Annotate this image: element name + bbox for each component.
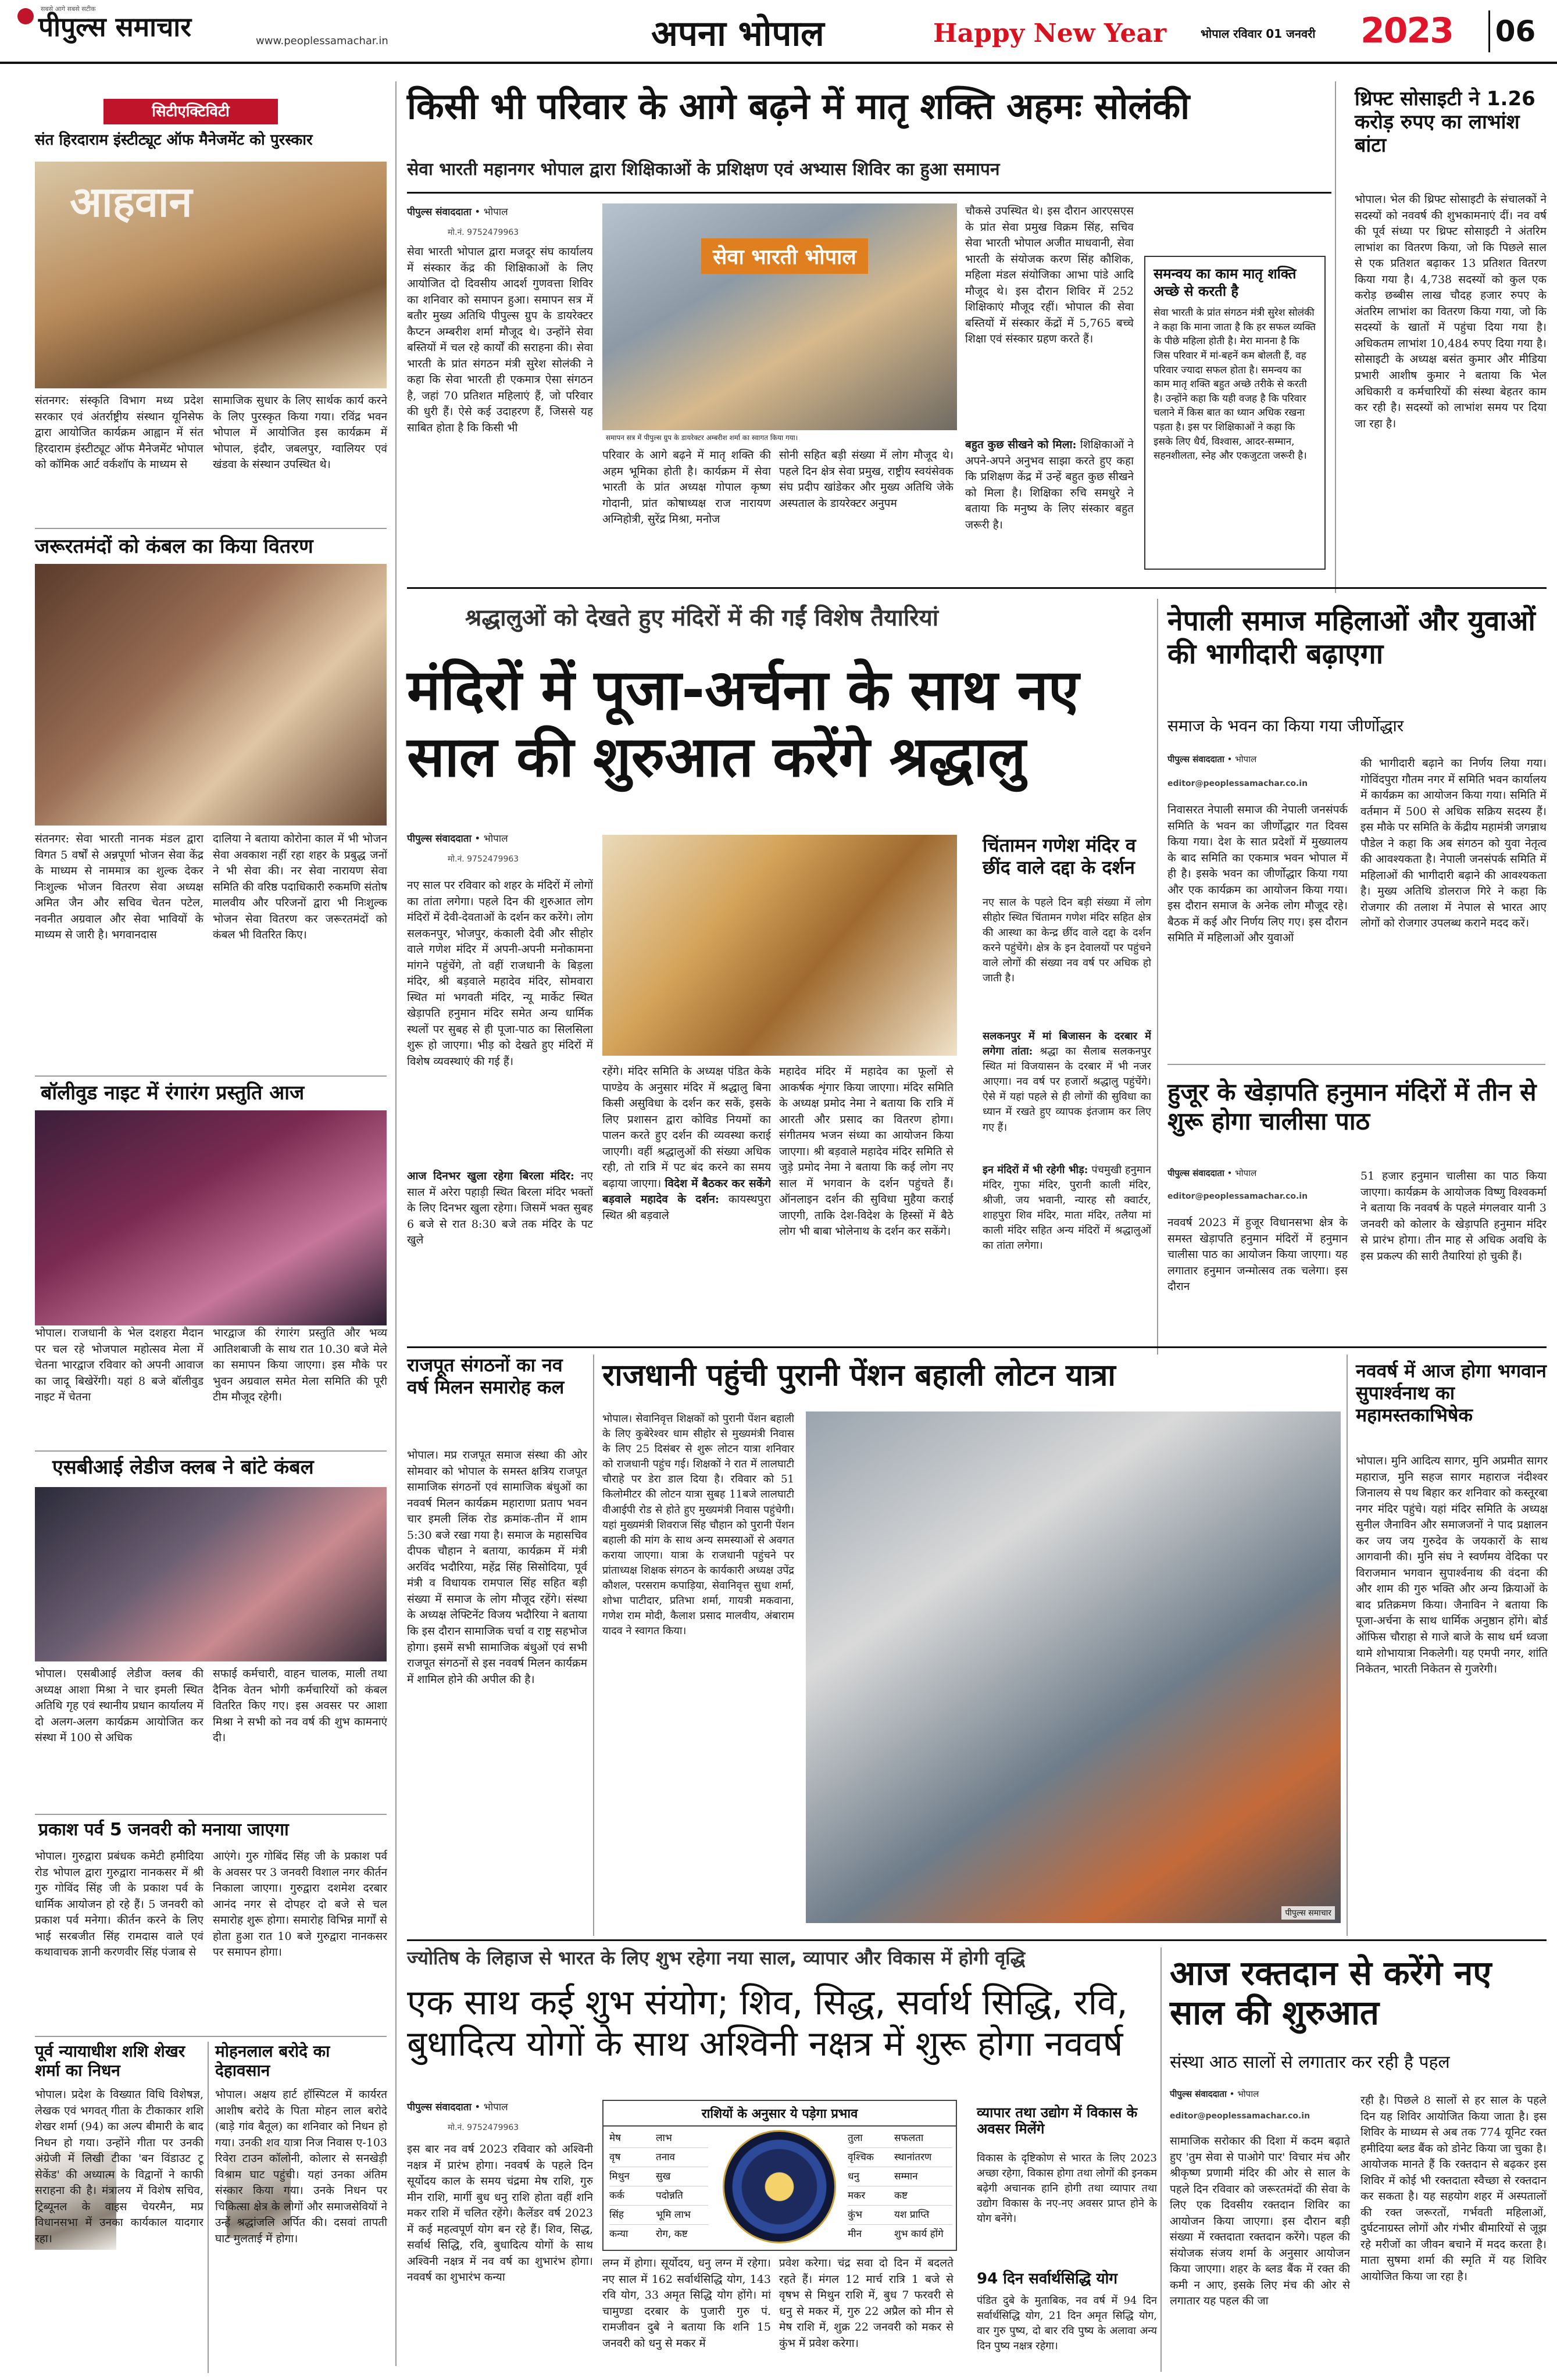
temple-sidebar-body: नए साल के पहले दिन बड़ी संख्या में लोग सीहोर स्थित चिंतामन गणेश मंदिर सहित क्षेत्र की आस्था का केन्द्र छींद वाले दद्दा के दर्शन करने पहुंचेंगे। क्षेत्र के इन देवालयों पर पहुंचने वाले लोगों की संख्या नव वर्ष पर अधिक हो जाती है।	[983, 896, 1151, 985]
left-story5-col1: भोपाल। गुरुद्वारा प्रबंधक कमेटी हमीदिया रोड भोपाल द्वारा गुरुद्वारा नानकसर में श्री गुरु गोविंद सिंह जी के प्रकाश पर्व के धार्मिक आयोजन हो रहे हैं। 5 जनवरी को प्रकाश पर्व मनेगा। कीर्तन करने के लिए भाई सरबजीत सिंह रामदास वाले एवं कथावाचक ज्ञानी करणवीर सिंह पंजाब से	[35, 1850, 203, 1959]
blood-col1: सामाजिक सरोकार की दिशा में कदम बढ़ाते हुए 'तुम सेवा से पाओगे पार' विचार मंच और श्रीकृष्ण प्रणामी मंदिर की ओर से साल के पहले दिन रविवार को जरूरतमंदों की सेवा के लिए एक दिवसीय रक्तदान शिविर का आयोजन किया जाएगा। इस दौरान बड़ी संख्या में रक्तदाता रक्तदान करेंगे। पहल की संयोजक संजय शर्मा के अनुसार आयोजन किया जाएगा। शहर के ब्लड बैंक में रक्त की कमी न आए, इसके लिए मंच की ओर से लगातार यह पहल की जा	[1170, 2135, 1350, 2308]
rashi-row	[609, 2186, 708, 2206]
masthead	[0, 0, 1557, 64]
jyotish-mobile: मो.नं. 9752479963	[448, 2123, 519, 2132]
byline-name: पीपुल्स संवाददाता	[1167, 754, 1224, 764]
temple-col3: महादेव मंदिर में महादेव का फूलों से आकर्षक शृंगार किया जाएगा। मंदिर समिति के अध्यक्ष प्रमोद नेमा ने बताया कि रात्रि में आरती और प्रसाद का वितरण होगा। संगीतमय भजन संध्या का आयोजन किया जाएगा। श्री बड़वाले महादेव मंदिर समिति से जुड़े प्रमोद नेमा ने बताया कि कई लोग नए साल में भगवान के दर्शन पहुंचते हैं। ऑनलाइन दर्शन की सुविधा मुहैया कराई जाएगी, ताकि देश-विदेश के हिस्सों में बैठे लोग भी बाबा भोलेनाथ के दर्शन कर सकेंगे।	[779, 1065, 954, 1238]
temple-col1: नए साल पर रविवार को शहर के मंदिरों में लोगों का तांता लगेगा। पहले दिन की शुरुआत लोग मंदिरों में देवी-देवताओं के दर्शन कर करेंगे। लोग सलकनपुर, भोजपुर, कंकाली देवी और सीहोर वाले गणेश मंदिर में अपनी-अपनी मनोकामना मांगने पहुंचेंगे, तो वहीं राजधानी के बिड़ला मंदिर, श्री बड़वाले महादेव मंदिर, सोमवारा स्थित मां भगवती मंदिर, न्यू मार्केट स्थित खेड़ापति हनुमान मंदिर समेत अन्य धार्मिक स्थलों पर सुबह से ही पूजा-पाठ का सिलसिला शुरू हो जाएगा। भीड़ को देखते हुए मंदिरों में विशेष व्यवस्थाएं की गई हैं।	[407, 879, 593, 1069]
left-story4-photo	[35, 1487, 387, 1661]
jyotish-side-body: विकास के दृष्टिकोण से भारत के लिए 2023 अच्छा रहेगा, विकास होगा तथा लोगों की इनकम बढ़ेगी अचानक हानि होगी तथा व्यापार तथा उद्योग विकास के नए-नए अवसर प्राप्त होने के योग बनेंगे।	[977, 2152, 1157, 2225]
rashi-name: कन्या	[609, 2228, 628, 2240]
rashi-left-list	[609, 2129, 708, 2243]
rashi-effect: सुख	[656, 2171, 671, 2182]
divider	[407, 1346, 1547, 1348]
byline-city: भोपाल	[483, 206, 508, 218]
rashi-row	[609, 2206, 708, 2225]
temple-col2-text: रहेंगे। मंदिर समिति के अध्यक्ष पंडित केके पाण्डेय के अनुसार मंदिर में श्रद्धालु बिना किसी असुविधा के दर्शन कर सकें, इसके लिए प्रशासन द्वारा कोविड नियमों का पालन करते हुए दर्शन की व्यवस्था कराई जाएगी। वहीं श्रद्धालुओं की संख्या अधिक रही, तो रात्रि में पट बंद करने का समय बढ़ाया जाएगा।	[602, 1065, 771, 1190]
rashi-name: तुला	[848, 2132, 863, 2144]
hanuman-email: editor@peoplessamachar.co.in	[1167, 1192, 1308, 1201]
bhagwan-body: भोपाल। मुनि आदित्य सागर, मुनि अप्रमीत सागर महाराज, मुनि सहज सागर महाराज नंदीश्वर जिनालय से पथ बिहार कर शनिवार को कस्तूरबा नगर मंदिर पहुंचे। यहां मंदिर समिति के अध्यक्ष सुनील जैनाविन और समाजजनों ने पाद प्रक्षालन कर जय जय गुरुदेव के जयकारों के साथ आगवानी की। मुनि संघ ने स्वर्णमय वेदिका पर विराजमान भगवान सुपार्श्वनाथ की वंदना की और शाम की गुरु भक्ति और अन्य क्रियाओं के बाद प्रतिक्रमण किया। जैनाविन ने बताया कि पूजा-अर्चना के साथ धार्मिक अनुष्ठान होंगे। बोर्ड ऑफिस चौराहा से गाजे बाजे के साथ धर्म ध्वजा थामे शोभायात्रा निकलेगी। यह एमपी नगर, शांति निकेतन, भारती निकेतन से गुजरेगी।	[1356, 1455, 1548, 1676]
top-photo	[602, 203, 957, 430]
divider	[407, 192, 1331, 194]
zodiac-wheel-icon	[723, 2130, 836, 2243]
left-story1-col1: संतनगर: संस्कृति विभाग मध्य प्रदेश सरकार एवं अंतर्राष्ट्रीय संस्थान यूनिसेफ द्वारा आयोजित कार्यक्रम आह्वान में संत हिरदाराम इंस्टीट्यूट ऑफ मैनेजमेंट भोपाल को कॉमिक आर्ट वर्कशॉप के माध्यम से	[35, 394, 203, 471]
temple-sidebar-b-text: श्रद्धा का सैलाब सलकनपुर स्थित मां विजयासन के दरबार में भी नजर आएगा। नव वर्ष पर हजारों श्रद्धालु पहुंचेंगे। ऐसे में यहां पहले से ही लोगों की सुविधा का ध्यान में रखते हुए व्यापक इंतजाम कर लिए गए हैं।	[983, 1045, 1151, 1134]
left-story3-col2: भारद्वाज की रंगारंग प्रस्तुति और भव्य आतिशबाजी के साथ रात 10.30 बजे मेले का समापन किया जाएगा। इस मौके पर भुवन अग्रवाल समेत मेला समिति की पूरी टीम मौजूद रहेगी।	[213, 1327, 387, 1404]
divider	[407, 1939, 1547, 1941]
temple-sidebar-c-head: इन मंदिरों में भी रहेगी भीड़:	[983, 1164, 1088, 1176]
bhagwan-headline: नववर्ष में आज होगा भगवान सुपार्श्वनाथ का महामस्तकाभिषेक	[1356, 1360, 1547, 1426]
nepali-col2: की भागीदारी बढ़ाने का निर्णय लिया गया। गोविंदपुरा गौतम नगर में समिति भवन कार्यालय में कार्यक्रम का आयोजन किया गया। समिति में वर्तमान में 500 से अधिक सक्रिय सदस्य हैं। इस मौके पर समिति के केंद्रीय महामंत्री जगन्नाथ पौडेल ने कहा कि अब संगठन को युवा नेतृत्व की आवश्यकता है। नेपाली जनसंपर्क समिति में महिलाओं की भागीदारी बढ़ाने की आवश्यकता है। मुख्य अतिथि डोलराज गिरे ने कहा कि रोजगार की तलाश में नेपाल से भारत आए लोगों को रोजगार उपलब्ध कराने मदद करें।	[1360, 757, 1547, 930]
jyotish-yoga-headline: 94 दिन सर्वार्थसिद्धि योग	[977, 2270, 1117, 2288]
rashi-right-list	[848, 2129, 952, 2243]
logo-mark-icon	[17, 8, 34, 24]
rashi-row	[848, 2206, 952, 2225]
left-story1-headline: संत हिरदाराम इंस्टीट्यूट ऑफ मैनेजमेंट को पुरस्कार	[35, 131, 313, 149]
column-divider	[593, 1355, 594, 1936]
rashi-effect: सफलता	[894, 2132, 924, 2144]
rajput-body: भोपाल। मप्र राजपूत समाज संस्था की ओर सोमवार को भोपाल के समस्त क्षत्रिय राजपूत सामाजिक संगठनों एवं सामाजिक बंधुओं का नववर्ष मिलन कार्यक्रम महाराणा प्रताप भवन चार इमली लिंक रोड क्रमांक-तीन में शाम 5:30 बजे रखा गया है। समाज के महासचिव दीपक चौहान ने बताया, कार्यक्रम में मंत्री अरविंद भदौरिया, महेंद्र सिंह सिसोदिया, पूर्व मंत्री व विधायक रामपाल सिंह सहित बड़ी संख्या में समाज के लोग मौजूद रहेंगे। संस्था के अध्यक्ष लेफ्टिनेंट विजय भदौरिया ने बताया कि इस दौरान सामाजिक चर्चा व राष्ट्र सहभोज होगा। इसमें सभी सामाजिक बंधुओं एवं सभी राजपूत संगठनों से इस नववर्ष मिलन कार्यक्रम में शामिल होने की अपील की है।	[407, 1449, 587, 1686]
rashi-row	[848, 2225, 952, 2243]
byline-name: पीपुल्स संवाददाता	[1167, 1168, 1224, 1178]
rashi-name: वृष	[609, 2152, 621, 2163]
column-divider	[1347, 1355, 1348, 1936]
left-story7-body: भोपाल। अक्षय हार्ट हॉस्पिटल में कार्यरत आशीष बरोदे के पिता मोहन लाल बरोदे (बाड़े गांव बैतूल) का शनिवार को निधन हो गया। उनकी शव यात्रा निज निवास ए-103 रिवेरा टाउन कॉलोनी, कोलार से सनखेड़ी विश्राम घाट पहुंची। यहां उनका अंतिम संस्कार किया गया। उनके निधन पर चिकित्सा क्षेत्र के लोगों और समाजसेवियों ने उन्हें श्रद्धांजलि अर्पित की। दसवां तापती घाट मुलताई में होगा।	[215, 2088, 387, 2245]
rashi-effect: रोग, कष्ट	[656, 2228, 688, 2240]
nepali-byline: पीपुल्स संवाददाता • भोपाल	[1167, 754, 1257, 764]
year-badge: 2023	[1360, 10, 1453, 51]
top-col4: चौकसे उपस्थित थे। इस दौरान आरएसएस के प्रांत सेवा प्रमुख विक्रम सिंह, सचिव सेवा भारती भोपाल अजीत माधवानी, सेवा भारती के संयोजक करण सिंह कौशिक, महिला मंडल संयोजिका आभा पांडे आदि मौजूद थे। इस दौरान शिविर में 252 शिक्षिकाएं मौजूद रहीं। भोपाल की सेवा बस्तियों में संस्कार केंद्रों में 5,765 बच्चे शिक्षा एवं संस्कार ग्रहण करते हैं।	[965, 205, 1134, 346]
top-photo-caption: समापन सत्र में पीपुल्स ग्रुप के डायरेक्टर अम्बरीश शर्मा का स्वागत किया गया।	[602, 431, 957, 444]
nepali-headline: नेपाली समाज महिलाओं और युवाओं की भागीदारी बढ़ाएगा	[1167, 605, 1535, 670]
top-sidebar-box	[1144, 256, 1326, 570]
rashi-row	[848, 2129, 952, 2148]
rashi-row	[848, 2167, 952, 2186]
temple-col1b	[407, 1168, 593, 1296]
byline-city: भोपाल	[1237, 2089, 1259, 2099]
temple-byline: पीपुल्स संवाददाता • भोपाल	[407, 833, 508, 845]
temple-photo	[602, 835, 957, 1056]
jyotish-yoga-body: पंडित दुबे के मुताबिक, नव वर्ष में 94 दिन सर्वार्थसिद्धि योग, 21 दिन अमृत सिद्धि योग, वार गुरु पुष्य, दो बार रवि पुष्य के अलावा अन्य दिन पुष्य नक्षत्र रहेगा।	[977, 2295, 1157, 2353]
divider	[407, 587, 1547, 589]
left-story5-col2: आएंगे। गुरु गोबिंद सिंह जी के प्रकाश पर्व के अवसर पर 3 जनवरी विशाल नगर कीर्तन निकाला जाएगा। गुरुद्वारा दशमेश दरबार आनंद नगर से दोपहर दो बजे से चल समारोह शुरू होगा। समारोह विभिन्न मार्गों से होता हुआ रात 10 बजे गुरुद्वारा नानकसर पर समापन होगा।	[213, 1850, 387, 1959]
top-mobile: मो.नं. 9752479963	[448, 228, 519, 237]
temple-sidebar-b	[983, 1029, 1151, 1163]
rashi-effect: तनाव	[656, 2152, 675, 2163]
temple-mobile: मो.नं. 9752479963	[448, 855, 519, 864]
column-divider	[395, 81, 397, 2366]
jyotish-col1: इस बार नव वर्ष 2023 रविवार को अश्विनी नक्षत्र में प्रारंभ होगा। नववर्ष के पहले दिन सूर्योदय काल के समय चंद्रमा मेष राशि, गुरु मीन राशि, मार्गी बुध धनु राशि होता वहीं शनि मकर राशि में चलित रहेंगे। कैलेंडर वर्ष 2023 में कई महत्वपूर्ण योग बन रहे हैं। शिव, सिद्ध, सर्वार्थ सिद्धि, रवि, बुधादित्य योगों के साथ अश्विनी नक्षत्र में नव वर्ष का शुभारंभ होगा। नववर्ष का शुभारंभ कन्या	[407, 2143, 593, 2284]
rashi-name: सिंह	[609, 2209, 624, 2221]
left-story6-body: भोपाल। प्रदेश के विख्यात विधि विशेषज्ञ, लेखक एवं भगवत् गीता के टीकाकार शशि शेखर शर्मा (94) का अल्प बीमारी के बाद निधन हो गया। उन्होंने गीता पर उनकी अंग्रेजी में लिखी टीका 'बन विंडाउट टू सेकेंड' की अध्यात्म के विद्वानों ने काफी सराहना की है। मंत्रालय में विशेष सचिव, ट्रिब्यूनल के वाइस चेयरमैन, मप्र विधानसभा में उनका कार्यकाल यादगार रहा।	[35, 2088, 203, 2245]
divider	[35, 2036, 387, 2037]
left-story1-photo	[35, 162, 387, 388]
column-divider	[1157, 599, 1158, 1355]
rashi-row	[848, 2148, 952, 2167]
divider	[35, 1814, 387, 1815]
nepali-email: editor@peoplessamachar.co.in	[1167, 779, 1308, 788]
divider	[35, 528, 387, 529]
pension-photo	[806, 1411, 1341, 1923]
byline-name: पीपुल्स संवाददाता	[407, 2102, 472, 2113]
byline-city: भोपाल	[483, 2102, 508, 2113]
rashi-effect: लाभ	[656, 2132, 672, 2144]
byline-city: भोपाल	[1235, 1168, 1257, 1178]
photo-banner: सेवा भारती भोपाल	[701, 238, 868, 274]
rashi-effect: स्थानांतरण	[894, 2152, 932, 2163]
byline-city: भोपाल	[1235, 754, 1257, 764]
website-url: www.peoplessamachar.in	[256, 35, 388, 47]
rashi-name: वृश्चिक	[848, 2152, 874, 2163]
rashi-name: मिथुन	[609, 2171, 630, 2182]
top-col4b	[965, 437, 1134, 570]
nepali-col1: निवासरत नेपाली समाज की नेपाली जनसंपर्क समिति के भवन का जीर्णोद्धार गत दिवस किया गया। देश के सात प्रदेशों में मुख्यालय के बाद समिति का एकमात्र भवन भोपाल में ही है। इसके भवन का जीर्णोद्धार किया गया और एक कार्यक्रम का आयोजन किया गया। इस दौरान समाज के अनेक लोग मौजूद रहे। बैठक में कई और निर्णय लिए गए। इस दौरान समिति में महिलाओं और युवाओं	[1167, 803, 1348, 945]
rashi-table	[602, 2100, 957, 2251]
hanuman-headline: हुजूर के खेड़ापति हनुमान मंदिरों में तीन से शुरू होगा चालीसा पाठ	[1167, 1078, 1537, 1135]
rashi-name: मीन	[848, 2228, 862, 2240]
nepali-subheadline: समाज के भवन का किया गया जीर्णोद्धार	[1167, 716, 1404, 735]
rashi-row	[609, 2225, 708, 2243]
temple-headline: मंदिरों में पूजा-अर्चना के साथ नए साल की शुरुआत करेंगे श्रद्धालु	[407, 657, 1080, 790]
temple-col2b-text: कायस्थपुरा स्थित श्री बड़वाले	[602, 1193, 771, 1222]
left-story4-col1: भोपाल। एसबीआई लेडीज क्लब की अध्यक्ष आशा मिश्रा ने चार इमली स्थित अतिथि गृह एवं स्थानीय प्रधान कार्यालय में दो अलग-अलग कार्यक्रम आयोजित कर संस्था में 100 से अधिक	[35, 1667, 203, 1745]
rashi-row	[609, 2167, 708, 2186]
left-story4-col2: सफाई कर्मचारी, वाहन चालक, माली तथा दैनिक वेतन भोगी कर्मचारियों को कंबल वितरित किए गए। इस अवसर पर आशा मिश्रा ने सभी को नव वर्ष की शुभ कामनाएं दी।	[213, 1667, 387, 1745]
dateline: भोपाल रविवार 01 जनवरी	[1201, 27, 1316, 41]
top-col3: सोनी सहित बड़ी संख्या में लोग मौजूद थे। पहले दिन क्षेत्र सेवा प्रमुख, राष्ट्रीय स्वयंसेवक संघ प्रदीप खांडेकर और मुख्य अतिथि जेके अस्पताल के डायरेक्टर अनुपम	[779, 449, 954, 510]
city-activity-tag: सिटीएक्टिविटी	[103, 99, 278, 124]
left-story2-headline: जरूरतमंदों को कंबल का किया वितरण	[35, 535, 313, 558]
left-story2-photo	[35, 564, 387, 826]
left-story2-col2: दालिया ने बताया कोरोना काल में भी भोजन सेवा अवकाश नहीं रहा शहर के प्रबुद्ध जनों ने भी सेवा की। नर सेवा नारायण सेवा समिति की वरिष्ठ पदाधिकारी रुकमणि संतोष मालवीय और परिजनों द्वारा भी निःशुल्क भोजन सेवा वितरण कर जरूरतमंदों को कंबल भी वितरित किए।	[213, 832, 387, 942]
left-story1-col2: सामाजिक सुधार के लिए सार्थक कार्य करने के लिए पुरस्कृत किया गया। रविंद्र भवन भोपाल में आयोजित इस कार्यक्रम में भोपाल, इंदौर, जबलपुर, ग्वालियर एवं खंडवा के संस्थान उपस्थित थे।	[213, 394, 387, 471]
left-story3-col1: भोपाल। राजधानी के भेल दशहरा मैदान पर चल रहे भोजपाल महोत्सव मेला में चेतना भारद्वाज रविवार को अपनी आवाज का जादू बिखेरेंगी। यहां 8 बजे बॉलीवुड नाइट में चेतना	[35, 1327, 203, 1404]
byline-name: पीपुल्स संवाददाता	[407, 833, 472, 845]
temple-sidebar-headline: चिंतामन गणेश मंदिर व छींद वाले दद्दा के दर्शन	[983, 834, 1136, 878]
temple-col2	[602, 1064, 771, 1308]
blood-email: editor@peoplessamachar.co.in	[1170, 2111, 1310, 2121]
temple-sidebar-c-text: पंचमुखी हनुमान मंदिर, गुफा मंदिर, पुरानी काली मंदिर, श्रीजी, जय भवानी, न्यारह सौ क्वार्टर, शाहपुरा शिव मंदिर, माता मंदिर, तलैया मां काली मंदिर सहित अन्य मंदिरों में श्रद्धालुओं का तांता लगेगा।	[983, 1164, 1151, 1252]
jyotish-col3: प्रवेश करेगा। चंद्र सवा दो दिन में बदलते रहते हैं। मंगल 12 मार्च रात्रि 1 बजे से वृषभ से मिथुन राशि में, बुध 7 फरवरी से धनु से मकर में, गुरु 22 अप्रैल को मीन से मेष राशि में, शुक्र 22 जनवरी को मकर से कुंभ में प्रवेश करेगा।	[779, 2257, 954, 2350]
rashi-effect: शुभ कार्य होंगे	[894, 2228, 944, 2240]
temple-kicker: श्रद्धालुओं को देखते हुए मंदिरों में की गईं विशेष तैयारियां	[465, 605, 939, 631]
byline-name: पीपुल्स संवाददाता	[1170, 2089, 1227, 2099]
blood-headline: आज रक्तदान से करेंगे नए साल की शुरुआत	[1170, 1953, 1492, 2033]
rashi-name: मकर	[848, 2190, 866, 2202]
rashi-name: कर्क	[609, 2190, 625, 2202]
jyotish-headline: एक साथ कई शुभ संयोग; शिव, सिद्ध, सर्वार्थ सिद्धि, रवि, बुधादित्य योगों के साथ अश्विनी नक्षत्र में शुरू होगा नववर्ष	[407, 1982, 1128, 2064]
left-story6-headline: पूर्व न्यायाधीश शशि शेखर शर्मा का निधन	[35, 2042, 185, 2081]
left-column	[0, 76, 390, 2372]
column-divider	[1335, 81, 1336, 593]
rajput-headline: राजपूत संगठनों का नव वर्ष मिलन समारोह कल	[407, 1354, 565, 1398]
top-box-headline: समन्वय का काम मातृ शक्ति अच्छे से करती है	[1154, 266, 1297, 299]
temple-sidebar-b-head: सलकनपुर में मां बिजासन के दरबार में लगेगा तांता:	[983, 1030, 1151, 1058]
top-headline: किसी भी परिवार के आगे बढ़ने में मातृ शक्ति अहमः सोलंकी	[407, 85, 1190, 127]
left-story4-headline: एसबीआई लेडीज क्लब ने बांटे कंबल	[52, 1456, 314, 1479]
left-story2-col1: संतनगर: सेवा भारती नानक मंडल द्वारा विगत 5 वर्षों से अन्नपूर्णा भोजन सेवा केंद्र के माध्यम से नाममात्र का शुल्क देकर निःशुल्क भोजन वितरण सेवा अध्यक्ष अमित जैन और सचिव चेतन पटेल, नवनीत अग्रवाल और सेवा भावियों के माध्यम से जारी है। भगवानदास	[35, 832, 203, 942]
rashi-effect: भूमि लाभ	[656, 2209, 691, 2221]
left-story3-headline: बॉलीवुड नाइट में रंगारंग प्रस्तुति आज	[41, 1081, 305, 1105]
top-byline: पीपुल्स संवाददाता • भोपाल	[407, 206, 508, 218]
blood-subheadline: संस्था आठ सालों से लगातार कर रही है पहल	[1170, 2052, 1450, 2072]
pension-headline: राजधानी पहुंची पुरानी पेंशन बहाली लोटन यात्रा	[602, 1358, 1116, 1393]
rashi-row	[609, 2129, 708, 2148]
jyotish-kicker: ज्योतिष के लिहाज से भारत के लिए शुभ रहेगा नया साल, व्यापार और विकास में होगी वृद्धि	[407, 1947, 1026, 1969]
happy-new-year: Happy New Year	[933, 19, 1167, 48]
rashi-effect: कष्ट	[894, 2190, 908, 2202]
rashi-name: मेष	[609, 2132, 621, 2144]
left-story7-headline: मोहनलाल बरोदे का देहावसान	[215, 2042, 330, 2081]
hanuman-byline: पीपुल्स संवाददाता • भोपाल	[1167, 1168, 1257, 1178]
divider	[35, 1450, 387, 1452]
page-number: 06	[1488, 10, 1541, 52]
rashi-row	[848, 2186, 952, 2206]
divider	[1167, 1064, 1545, 1065]
top-col4b-text: शिक्षिकाओं ने अपने-अपने अनुभव साझा करते हुए कहा कि प्रशिक्षण केंद्र में उन्हें बहुत कुछ सीखने को मिला है। शिक्षिका रुचि समधुरे ने बताया कि मनुष्य के लिए संस्कार बहुत जरूरी है।	[965, 438, 1134, 531]
top-col4b-head: बहुत कुछ सीखने को मिला:	[965, 438, 1077, 451]
left-story3-photo	[35, 1110, 387, 1325]
rashi-effect: यश प्राप्ति	[894, 2209, 930, 2221]
blood-col2: रही है। पिछले 8 सालों से हर साल के पहले दिन यह शिविर आयोजित किया जाता है। इस शिविर के माध्यम से अब तक 774 यूनिट रक्त हमीदिया ब्लड बैंक को डोनेट किया जा चुका है। आयोजक मानते हैं कि रक्तदान से बढ़कर इस शिविर में कोई भी रक्तदाता स्वैच्छा से रक्तदान कर सकता है। यह सहयोग शहर में अस्पतालों की रक्त जरूरतों, गर्भवती महिलाओं, दुर्घटनाग्रस्त लोगों और गंभीर बीमारियों से जूझ रहे मरीजों का जीवन बचाने में मदद करता है। माता सुषमा शर्मा की स्मृति में यह शिविर आयोजित किया जा रहा है।	[1360, 2094, 1547, 2283]
temple-sidebar-c	[983, 1163, 1151, 1308]
left-story5-headline: प्रकाश पर्व 5 जनवरी को मनाया जाएगा	[38, 1820, 289, 1840]
pension-body: भोपाल। सेवानिवृत्त शिक्षकों को पुरानी पेंशन बहाली के लिए कुबेरेश्वर धाम सीहोर से मुख्यमंत्री निवास के लिए 25 दिसंबर से शुरू लोटन यात्रा शनिवार को राजधानी पहुंच गई। शिक्षकों ने रात में लालघाटी चौराहे पर डेरा डाल दिया है। रविवार को 51 किलोमीटर की लोटन यात्रा सुबह 11बजे लालघाटी वीआईपी रोड से होते हुए मुख्यमंत्री निवास पहुंचेगी। यहां मुख्यमंत्री शिवराज सिंह चौहान को पुरानी पेंशन बहाली की मांग के साथ अन्य समस्याओं से अवगत कराया जाएगा। यात्रा के राजधानी पहुंचने पर प्रांताध्यक्ष शिक्षक संगठन के कार्यकारी अध्यक्ष उपेंद्र कौशल, परसराम कपाड़िया, सेवानिवृत्त सुधा शर्मा, शोभा पाटीदार, प्रतिभा शर्मा, गायत्री मकवाना, गणेश राम मोदी, कैलाश प्रसाद मालवीय, अंबाराम यादव ने स्वागत किया।	[602, 1413, 794, 1638]
section-title: अपना भोपाल	[651, 13, 824, 54]
thrift-headline: थ्रिफ्ट सोसाइटी ने 1.26 करोड़ रुपए का लाभांश बांटा	[1355, 87, 1535, 158]
rashi-name: धनु	[848, 2171, 859, 2182]
divider	[35, 1075, 387, 1077]
top-col2: परिवार के आगे बढ़ने में मातृ शक्ति की अहम भूमिका होती है। कार्यक्रम में सेवा भारती के प्रांत अध्यक्ष गोपाल कृष्ण गोदानी, प्रांत कोषाध्यक्ष राज नारायण अग्निहोत्री, सुरेंद्र मिश्रा, मनोज	[602, 449, 771, 526]
top-box-body: सेवा भारती के प्रांत संगठन मंत्री सुरेश सोलंकी ने कहा कि माना जाता है कि हर सफल व्यक्ति के पीछे महिला होती है। मेरा मानना है कि जिस परिवार में मां-बहनें कम बोलती हैं, वह परिवार ज्यादा सफल होता है। समन्वय का काम मातृ शक्ति बहुत अच्छे तरीके से करती है। उन्होंने कहा कि यही वजह है कि परिवार चलाने में किस बात का ध्यान अधिक रखना पड़ता है। इस पर शिक्षिकाओं ने कहा कि इसके लिए धैर्य, विश्वास, आदर-सम्मान, सहनशीलता, स्नेह और एकजुटता जरूरी है।	[1154, 307, 1316, 462]
blood-byline: पीपुल्स संवाददाता • भोपाल	[1170, 2089, 1259, 2099]
rashi-effect: सम्मान	[894, 2171, 918, 2182]
temple-col2b-head: विदेश में बैठकर कर सकेंगे बड़वाले महादेव के दर्शन:	[602, 1177, 771, 1206]
hanuman-col1: नववर्ष 2023 में हुजूर विधानसभा क्षेत्र के समस्त खेड़ापति हनुमान मंदिरों में हनुमान चालीसा पाठ का आयोजन किया जाएगा। यह लगातार हनुमान जन्मोत्सव तक चलेगा। इस दौरान	[1167, 1216, 1348, 1293]
photo-credit: पीपुल्स समाचार	[1281, 1906, 1335, 1920]
top-col1: सेवा भारती भोपाल द्वारा मजदूर संघ कार्यालय में संस्कार केंद्र की शिक्षिकाओं के लिए आयोजित दो दिवसीय आदर्श गुणवत्ता शिविर का शनिवार को समापन हुआ। समापन सत्र में बतौर मुख्य अतिथि पीपुल्स ग्रुप के डायरेक्टर कैप्टन अम्बरीश शर्मा मौजूद थे। उन्होंने सेवा बस्तियों में चल रहे कार्यों की सराहना की। सेवा भारती के प्रांत संगठन मंत्री सुरेश सोलंकी ने कहा कि सेवा भारती ही एकमात्र ऐसा संगठन है, जहां 70 प्रतिशत महिलाएं हैं, जो परिवार की धुरी हैं। ऐसे कई उदाहरण हैं, जिससे यह साबित होता है कि किसी भी	[407, 245, 593, 435]
newspaper-logo: पीपुल्स समाचार	[38, 11, 192, 42]
byline-city: भोपाल	[483, 833, 508, 845]
jyotish-side-headline: व्यापार तथा उद्योग में विकास के अवसर मिलेंगे	[977, 2104, 1138, 2138]
byline-name: पीपुल्स संवाददाता	[407, 206, 472, 218]
column-divider	[1160, 1947, 1162, 2372]
jyotish-byline: पीपुल्स संवाददाता • भोपाल	[407, 2102, 508, 2113]
rashi-effect: पदोन्नति	[656, 2190, 683, 2202]
rashi-row	[609, 2148, 708, 2167]
rashi-name: कुंभ	[848, 2209, 863, 2221]
thrift-body: भोपाल। भेल की थ्रिफ्ट सोसाइटी के संचालकों ने सदस्यों को नववर्ष की शुभकामनाएं दीं। नव वर्ष की पूर्व संध्या पर थ्रिफ्ट सोसाइटी ने अंतरिम लाभांश का वितरण किया, जो कि पिछले साल से एक प्रतिशत बढ़ाकर 13 प्रतिशत वितरण किया गया है। 4,738 सदस्यों को कुल एक करोड़ छब्बीस लाख चौदह हजार रुपए के अंतरिम लाभांश का वितरण किया गया, जो कि सदस्यों के खातों में पहुंचा दिया गया है। अधिकतम लाभांश 10,484 रुपए दिया गया है। सोसाइटी के अध्यक्ष बसंत कुमार और मीडिया प्रभारी आशीष कुमार ने बताया कि भेल अधिकारी व कर्मचारियों की संस्था बेहतर काम कर रही है। सदस्यों को लाभांश समय पर दिया जा रहा है।	[1355, 193, 1547, 430]
rashi-table-title: राशियों के अनुसार ये पड़ेगा प्रभाव	[603, 2101, 956, 2127]
hanuman-col2: 51 हजार हनुमान चालीसा का पाठ किया जाएगा। कार्यक्रम के आयोजक विष्णु विश्वकर्मा ने बताया कि नववर्ष के पहले मंगलवार यानी 3 जनवरी को कोलार के खेड़ापति हनुमान मंदिर से प्रारंभ होगा। तीन माह से अधिक अवधि के इस प्रकल्प की सारी तैयारियां हो चुकी हैं।	[1360, 1170, 1547, 1263]
temple-col1b-text: नए साल में अरेरा पहाड़ी स्थित बिरला मंदिर भक्तों के लिए दिनभर खुला रहेगा। जिसमें भक्त सुबह 6 बजे से रात 8:30 बजे तक मंदिर के पट खुले	[407, 1170, 593, 1247]
logo-tagline: सबसे आगे सबसे सटीक	[41, 5, 96, 13]
photo-banner-text: आहवान	[70, 177, 192, 226]
top-subheadline: सेवा भारती महानगर भोपाल द्वारा शिक्षिकाओं के प्रशिक्षण एवं अभ्यास शिविर का हुआ समापन	[407, 159, 1000, 180]
temple-col1b-head: आज दिनभर खुला रहेगा बिरला मंदिर:	[407, 1170, 574, 1182]
jyotish-col2: लग्न में होगा। सूर्योदय, धनु लग्न में रहेगा। नए साल में 162 सर्वार्थसिद्धि योग, 143 रवि योग, 33 अमृत सिद्धि योग होंगे। मां चामुण्डा दरबार के पुजारी गुरु पं. रामजीवन दुबे ने बताया कि शनि 15 जनवरी को धनु से मकर में	[602, 2257, 771, 2350]
divider	[208, 2042, 209, 2373]
